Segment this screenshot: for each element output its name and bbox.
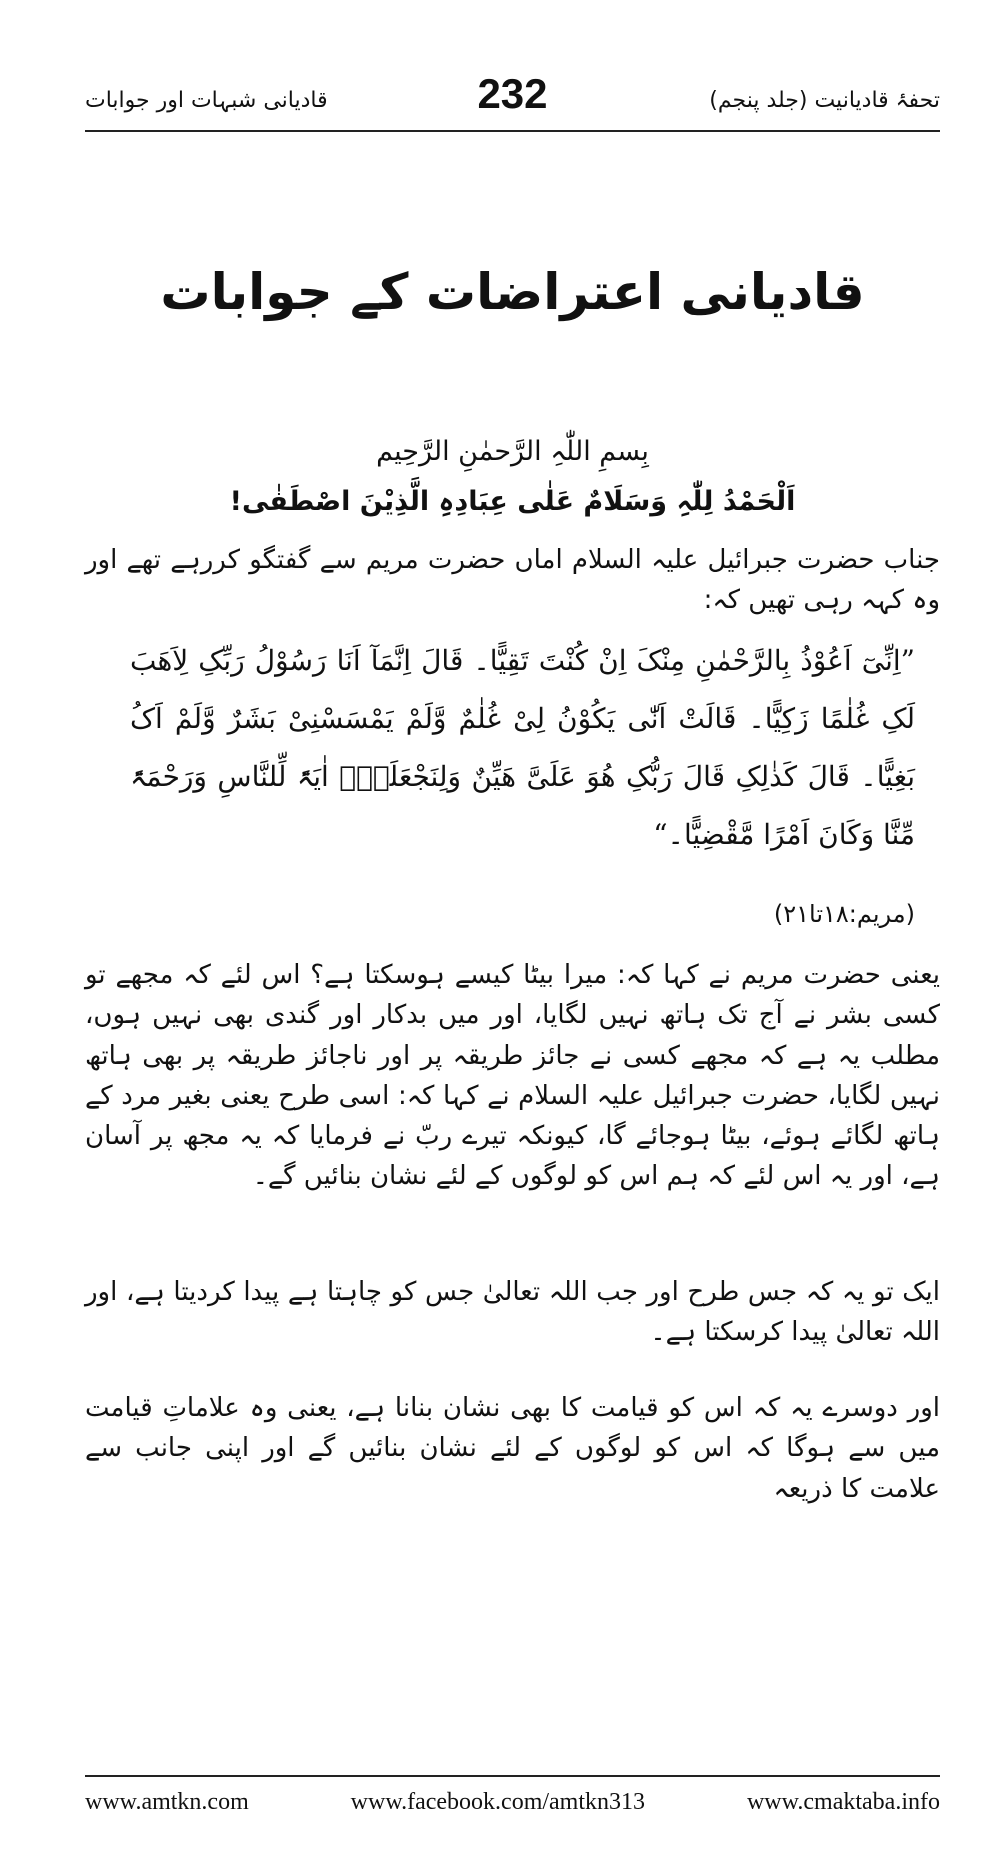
paragraph-3: اور دوسرے یہ کہ اس کو قیامت کا بھی نشان بنانا ہے، یعنی وہ علاماتِ قیامت میں سے ہوگا کہ اس کو لوگوں کے لئے نشان بنائیں گے اور اپنی جانب سے علامت کا ذریعہ <box>85 1393 940 1504</box>
section-title: قادیانی شبہات اور جوابات <box>85 88 328 113</box>
main-title: قادیانی اعتراضات کے جوابات <box>160 263 865 321</box>
page-header <box>85 70 940 132</box>
intro-paragraph: جناب حضرت جبرائیل علیہ السلام اماں حضرت مریم سے گفتگو کررہے تھے اور وہ کہہ رہی تھیں کہ: <box>85 545 940 616</box>
quran-verse: ”اِنِّیٓ اَعُوْذُ بِالرَّحْمٰنِ مِنْکَ اِنْ کُنْتَ تَقِیًّا۔ قَالَ اِنَّمَآ اَنَا رَسُوْلُ رَبِّکِ لِاَھَبَ لَکِ غُلٰمًا زَکِیًّا۔ قَالَتْ اَنّٰی یَکُوْنُ لِیْ غُلٰمٌ وَّلَمْ یَمْسَسْنِیْ بَشَرٌ وَّلَمْ اَکُ بَغِیًّا۔ قَالَ کَذٰلِکِ قَالَ رَبُّکِ ھُوَ عَلَیَّ ھَیِّنٌ وَلِنَجْعَلَہٗٓ اٰیَۃً لِّلنَّاسِ وَرَحْمَۃً مِّنَّا وَکَانَ اَمْرًا مَّقْضِیًّا۔“ <box>130 644 915 851</box>
page-number: 232 <box>477 70 548 117</box>
footer-link-amtkn[interactable]: www.amtkn.com <box>85 1789 249 1815</box>
verse-reference: (مریم:۱۸تا۲۱) <box>773 900 915 928</box>
footer-link-facebook[interactable]: www.facebook.com/amtkn313 <box>350 1789 646 1815</box>
hamd-line: اَلْحَمْدُ لِلّٰہِ وَسَلَامٌ عَلٰی عِبَادِہِ الَّذِیْنَ اصْطَفٰی! <box>229 486 796 517</box>
footer-link-cmaktaba[interactable]: www.cmaktaba.info <box>746 1789 940 1815</box>
paragraph-1: یعنی حضرت مریم نے کہا کہ: میرا بیٹا کیسے ہوسکتا ہے؟ اس لئے کہ مجھے تو کسی بشر نے آج تک ہاتھ نہیں لگایا، اور میں بدکار اور گندی بھی نہیں ہوں، مطلب یہ ہے کہ مجھے کسی نے جائز طریقہ پر اور ناجائز طریقہ پر بھی ہاتھ نہیں لگایا، حضرت جبرائیل علیہ السلام نے کہا کہ: اسی طرح یعنی بغیر مرد کے ہاتھ لگائے ہوئے، بیٹا ہوجائے گا، کیونکہ تیرے ربّ نے فرمایا کہ یہ مجھ پر آسان ہے، اور یہ اس لئے کہ ہم اس کو لوگوں کے لئے نشان بنائیں گے۔ <box>85 960 940 1192</box>
book-title: تحفۂ قادیانیت (جلد پنجم) <box>709 88 940 113</box>
paragraph-2: ایک تو یہ کہ جس طرح اور جب اللہ تعالیٰ جس کو چاہتا ہے پیدا کردیتا ہے، اور اللہ تعالیٰ پیدا کرسکتا ہے۔ <box>85 1277 940 1348</box>
bismillah: بِسمِ اللّٰہِ الرَّحمٰنِ الرَّحِیم <box>376 436 649 467</box>
header-rule <box>85 130 940 132</box>
footer-rule <box>85 1775 940 1777</box>
